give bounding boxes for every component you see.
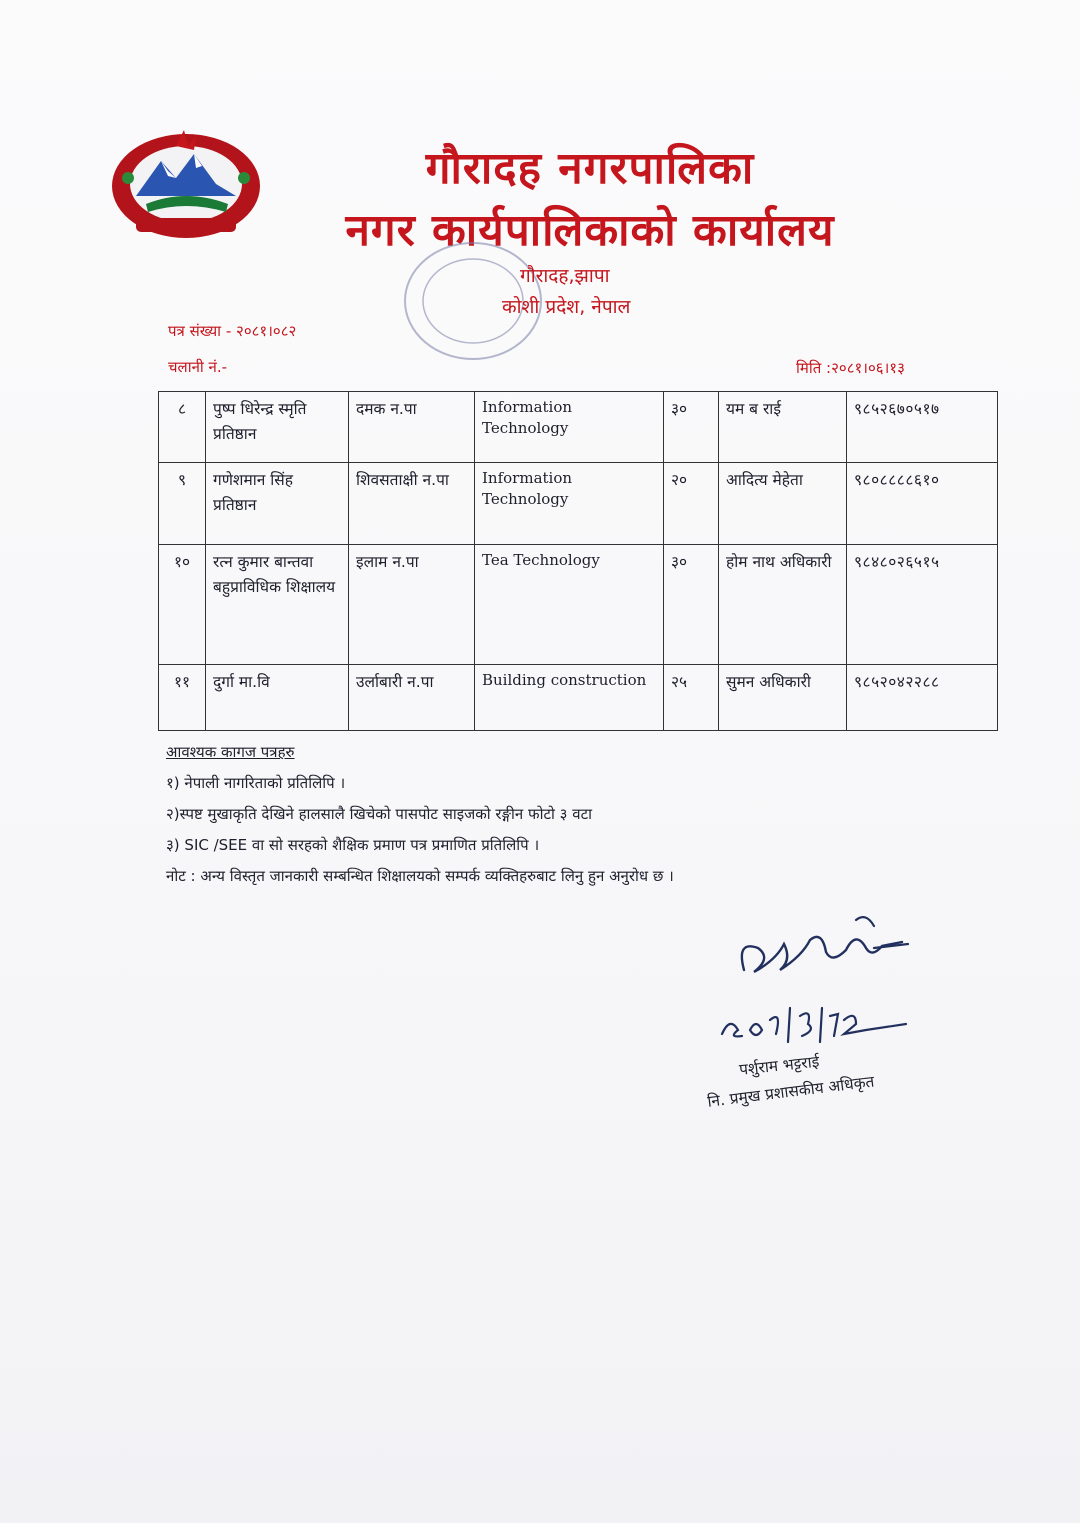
document-item: १) नेपाली नागरिताको प्रतिलिपि । [166, 774, 346, 792]
institute-cell: रत्न कुमार बान्तवा बहुप्राविधिक शिक्षालय [206, 545, 349, 665]
document-item: २)स्पष्ट मुखाकृति देखिने हालसालै खिचेको पासपोट साइजको रङ्गीन फोटो ३ वटा [166, 805, 593, 823]
required-documents-title: आवश्यक कागज पत्रहरु [166, 743, 295, 761]
handwritten-date [716, 990, 916, 1050]
contact-person-cell: सुमन अधिकारी [719, 665, 847, 731]
institute-cell: दुर्गा मा.वि [206, 665, 349, 731]
municipality-cell: शिवसताक्षी न.पा [349, 463, 475, 545]
program-cell: Information Technology [475, 392, 664, 463]
seats-cell: ३० [664, 392, 719, 463]
table-row [159, 463, 998, 545]
table-row [159, 392, 998, 463]
municipality-cell: इलाम न.पा [349, 545, 475, 665]
signatory-title: नि. प्रमुख प्रशासकीय अधिकृत [706, 1072, 876, 1111]
program-cell: Information Technology [475, 463, 664, 545]
serial-number-cell: १० [159, 545, 206, 665]
program-cell: Tea Technology [475, 545, 664, 665]
serial-number-cell: ८ [159, 392, 206, 463]
municipality-cell: उर्लाबारी न.पा [349, 665, 475, 731]
seats-cell: ३० [664, 545, 719, 665]
municipality-cell: दमक न.पा [349, 392, 475, 463]
phone-cell: ९८४८०२६५१५ [847, 545, 998, 665]
nepal-emblem-logo [106, 126, 266, 244]
contact-person-cell: होम नाथ अधिकारी [719, 545, 847, 665]
phone-cell: ९८०८८८८६१० [847, 463, 998, 545]
municipality-name: गौरादह नगरपालिका [425, 143, 755, 194]
program-cell: Building construction [475, 665, 664, 731]
institute-cell: गणेशमान सिंह प्रतिष्ठान [206, 463, 349, 545]
address-line-2: कोशी प्रदेश, नेपाल [502, 296, 631, 318]
dispatch-number: चलानी नं.- [168, 358, 228, 376]
institute-cell: पुष्प धिरेन्द्र स्मृति प्रतिष्ठान [206, 392, 349, 463]
note-text: नोट : अन्य विस्तृत जानकारी सम्बन्धित शिक्षालयको सम्पर्क व्यक्तिहरुबाट लिनु हुन अनुरोध छ । [166, 867, 674, 885]
serial-number-cell: ११ [159, 665, 206, 731]
letter-date: मिति :२०८१।०६।१३ [796, 359, 905, 377]
signatory-name: पर्शुराम भट्टराई [738, 1052, 821, 1079]
table-row [159, 665, 998, 731]
office-name: नगर कार्यपालिकाको कार्यालय [345, 205, 835, 256]
institutes-table [158, 391, 998, 731]
contact-person-cell: आदित्य मेहेता [719, 463, 847, 545]
seats-cell: २० [664, 463, 719, 545]
serial-number-cell: ९ [159, 463, 206, 545]
seats-cell: २५ [664, 665, 719, 731]
phone-cell: ९८५२०४२२८८ [847, 665, 998, 731]
contact-person-cell: यम ब राई [719, 392, 847, 463]
address-line-1: गौरादह,झापा [520, 265, 610, 287]
document-item: ३) SIC /SEE वा सो सरहको शैक्षिक प्रमाण पत्र प्रमाणित प्रतिलिपि । [166, 836, 540, 854]
table-row [159, 545, 998, 665]
phone-cell: ९८५२६७०५१७ [847, 392, 998, 463]
required-documents-section [166, 737, 986, 892]
letter-reference-number: पत्र संख्या - २०८१।०८२ [168, 322, 297, 340]
